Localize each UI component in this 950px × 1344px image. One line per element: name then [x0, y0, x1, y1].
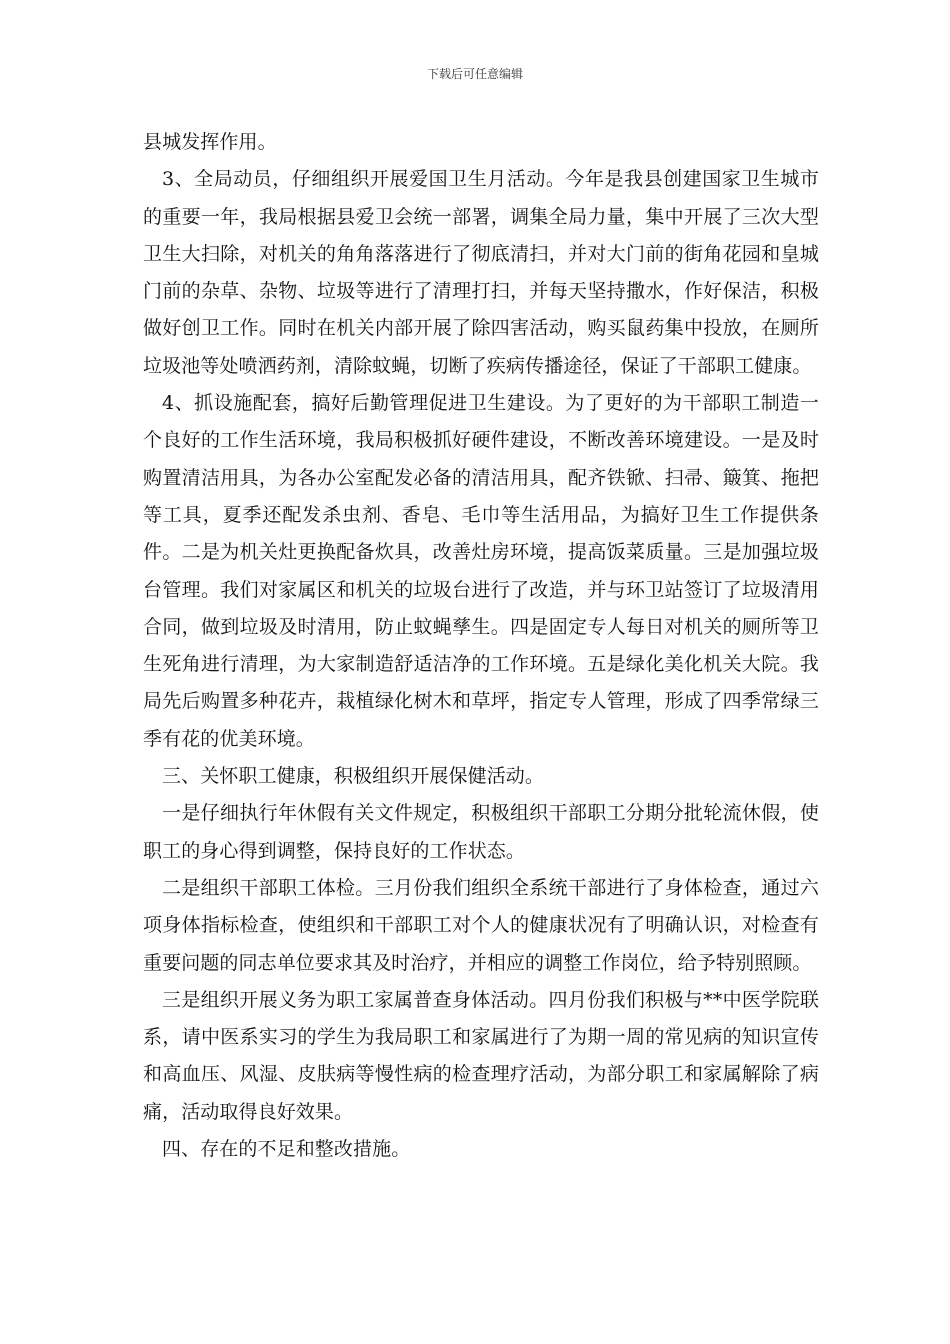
- page-header: 下载后可任意编辑: [426, 67, 523, 81]
- section-heading-3: 三、关怀职工健康，积极组织开展保健活动。: [162, 765, 545, 788]
- paragraph-7: 三是组织开展义务为职工家属普查身体活动。四月份我们积极与**中医学院联系，请中医系实习的学生为我局职工和家属进行了为期一周的常见病的知识宣传和高血压、风湿、皮肤病等慢性病的检查理疗活动，为部分职工和家属解除了病痛，活动取得良好效果。: [143, 988, 819, 1123]
- paragraph-5: 一是仔细执行年休假有关文件规定，积极组织干部职工分期分批轮流休假，使职工的身心得到调整，保持良好的工作状态。: [143, 802, 819, 862]
- paragraph-6: 二是组织干部职工体检。三月份我们组织全系统干部进行了身体检查，通过六项身体指标检查，使组织和干部职工对个人的健康状况有了明确认识，对检查有重要问题的同志单位要求其及时治疗，并相应的调整工作岗位，给予特别照顾。: [143, 876, 819, 974]
- paragraph-3: 4、抓设施配套，搞好后勤管理促进卫生建设。为了更好的为干部职工制造一个良好的工作生活环境，我局积极抓好硬件建设，不断改善环境建设。一是及时购置清洁用具，为各办公室配发必备的清洁用具，配齐铁锨、扫帚、簸箕、拖把等工具，夏季还配发杀虫剂、香皂、毛巾等生活用品，为搞好卫生工作提供条件。二是为机关灶更换配备炊具，改善灶房环境，提高饭菜质量。三是加强垃圾台管理。我们对家属区和机关的垃圾台进行了改造，并与环卫站签订了垃圾清用合同，做到垃圾及时清用，防止蚊蝇孳生。四是固定专人每日对机关的厕所等卫生死角进行清理，为大家制造舒适洁净的工作环境。五是绿化美化机关大院。我局先后购置多种花卉，栽植绿化树木和草坪，指定专人管理，形成了四季常绿三季有花的优美环境。: [143, 392, 819, 750]
- paragraph-1: 县城发挥作用。: [143, 131, 277, 153]
- document-body: [143, 124, 819, 1168]
- section-heading-4: 四、存在的不足和整改措施。: [162, 1138, 411, 1161]
- paragraph-2: 3、全局动员，仔细组织开展爱国卫生月活动。今年是我县创建国家卫生城市的重要一年，我局根据县爱卫会统一部署，调集全局力量，集中开展了三次大型卫生大扫除，对机关的角角落落进行了彻底清扫，并对大门前的街角花园和皇城门前的杂草、杂物、垃圾等进行了清理打扫，并每天坚持撒水，作好保洁，积极做好创卫工作。同时在机关内部开展了除四害活动，购买鼠药集中投放，在厕所垃圾池等处喷洒药剂，清除蚊蝇，切断了疾病传播途径，保证了干部职工健康。: [143, 168, 819, 377]
